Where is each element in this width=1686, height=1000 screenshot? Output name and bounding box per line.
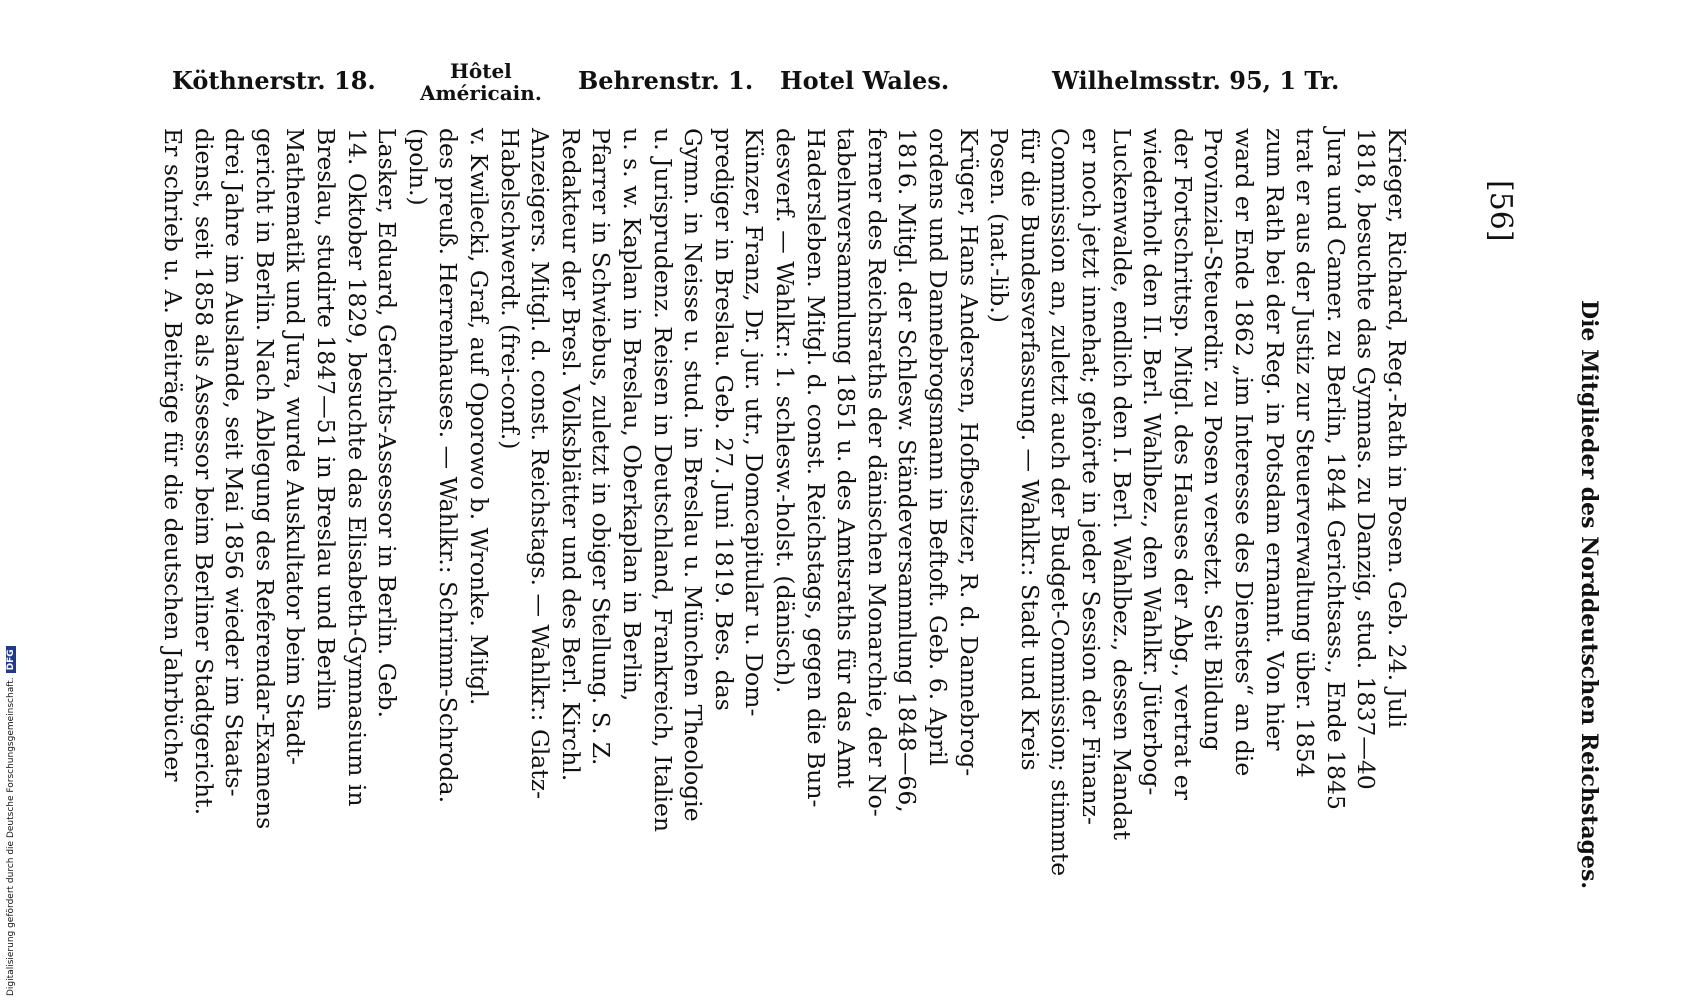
text-line: Habelschwerdt. (frei-conf.) <box>495 128 524 450</box>
text-line: 14. Oktober 1829, besuchte das Elisabeth-Gymnasium in <box>342 128 371 807</box>
text-line: gericht in Berlin. Nach Ablegung des Referendar-Examens <box>250 128 279 830</box>
text-line: ward er Ende 1862 „im Interesse des Dienstes“ an die <box>1230 128 1258 777</box>
text-line: Breslau, studirte 1847—51 in Breslau und Berlin <box>312 128 340 711</box>
text-line: tabelnversammlung 1851 u. des Amtsraths für das Amt <box>832 128 861 789</box>
text-line: Lasker, Eduard, Gerichts-Assessor in Berlin. Geb. <box>373 128 402 718</box>
header-address-koethnerstr: Köthnerstr. 18. <box>172 66 376 95</box>
header-hotel-americain <box>420 60 542 104</box>
text-line: Pfarrer in Schwiebus, zuletzt in obiger Stellung. S. Z. <box>587 128 616 766</box>
page-number: [56] <box>1483 180 1518 242</box>
text-line: des preuß. Herrenhauses. — Wahlkr.: Schrimm-Schroda. <box>434 128 463 804</box>
text-line: v. Kwilecki, Graf, auf Oporowo b. Wronke. Mitgl. <box>465 128 493 706</box>
hotel-americain-line2: Américain. <box>420 81 542 105</box>
digitization-notice-text: Digitalisierung gefördert durch die Deutsche Forschungsgemeinschaft. <box>6 677 16 996</box>
text-line: der Fortschrittsp. Mitgl. des Hauses der Abg., vertrat er <box>1168 128 1197 800</box>
text-line: zum Rath bei der Reg. in Potsdam ernannt. Von hier <box>1260 128 1289 751</box>
hotel-americain-line1: Hôtel <box>449 59 512 83</box>
running-title: Die Mitglieder des Norddeutschen Reichstages. <box>1576 300 1602 890</box>
text-line: Krieger, Richard, Reg.-Rath in Posen. Geb. 24. Juli <box>1383 128 1411 729</box>
header-address-behrenstr: Behrenstr. 1. <box>578 66 754 95</box>
text-line: Mathematik und Jura, wurde Auskultator beim Stadt- <box>281 128 310 765</box>
text-line: dienst, seit 1858 als Assessor beim Berliner Stadtgericht. <box>189 128 218 816</box>
header-hotel-wales: Hotel Wales. <box>780 66 950 95</box>
text-line: für die Bundesverfassung. — Wahlkr.: Stadt und Kreis <box>1015 128 1044 771</box>
text-line: Commission an, zuletzt auch der Budget-Commission; stimmte <box>1046 128 1075 877</box>
text-line: Anzeigers. Mitgl. d. const. Reichstags. — Wahlkr.: Glatz- <box>526 128 555 800</box>
text-line: desverf. — Wahlkr.: 1. schlesw.-holst. (dänisch). <box>771 128 799 694</box>
text-line: 1816. Mitgl. der Schlesw. Ständeversammlung 1848—66, <box>893 128 922 813</box>
text-line: u. s. w. Kaplan in Breslau, Oberkaplan in Berlin, <box>618 128 646 702</box>
digitization-notice <box>6 646 16 996</box>
text-line: drei Jahre im Auslande, seit Mai 1856 wieder im Staats- <box>220 128 249 797</box>
text-line: trat er aus der Justiz zur Steuerverwaltung über. 1854 <box>1291 128 1320 778</box>
text-line: ordens und Dannebrogsmann in Beftoft. Geb. 6. April <box>924 128 952 766</box>
header-address-wilhelmsstr: Wilhelmsstr. 95, 1 Tr. <box>1052 66 1340 95</box>
text-line: Posen. (nat.-lib.) <box>985 128 1014 323</box>
text-line: Provinzial-Steuerdir. zu Posen versetzt. Seit Bildung <box>1199 128 1228 751</box>
text-line: er noch jetzt innehat; gehörte in jeder Session der Finanz- <box>1077 128 1105 825</box>
text-line: Jura und Camer. zu Berlin, 1844 Gerichtsass., Ende 1845 <box>1321 128 1350 810</box>
text-line: Er schrieb u. A. Beiträge für die deutschen Jahrbücher <box>159 128 187 782</box>
text-line: Gymn. in Neisse u. stud. in Breslau u. München Theologie <box>679 128 708 822</box>
text-line: Krüger, Hans Andersen, Hofbesitzer, R. d. Dannebrog- <box>954 128 983 777</box>
text-line: (poln.) <box>403 128 432 206</box>
text-line: Künzer, Franz, Dr. jur. utr., Domcapitular u. Dom- <box>740 128 769 717</box>
text-line: Redakteur der Bresl. Volksblätter und des Berl. Kirchl. <box>556 128 585 782</box>
text-line: prediger in Breslau. Geb. 27. Juni 1819. Bes. das <box>709 128 738 711</box>
text-line: 1818, besuchte das Gymnas. zu Danzig, stud. 1837—40 <box>1352 128 1381 790</box>
dfg-logo: DFG <box>6 646 16 673</box>
text-line: ferner des Reichsraths der dänischen Monarchie, der No- <box>862 128 891 817</box>
text-line: wiederholt den II. Berl. Wahlbez., den Wahlkr. Jüterbog- <box>1138 128 1167 796</box>
text-line: Luckenwalde, endlich den I. Berl. Wahlbez., dessen Mandat <box>1107 128 1136 841</box>
text-line: Hadersleben. Mitgl. d. const. Reichstags, gegen die Bun- <box>801 128 830 808</box>
text-line: u. Jurisprudenz. Reisen in Deutschland, Frankreich, Italien <box>648 128 677 833</box>
